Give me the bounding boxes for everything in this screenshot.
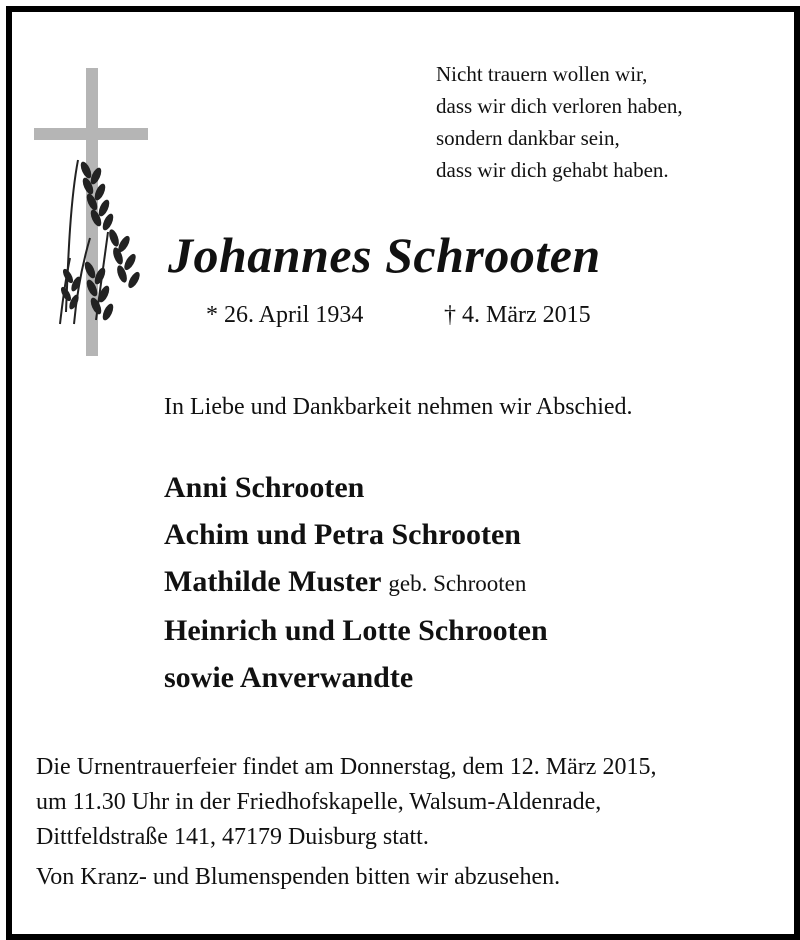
mourner-item: [164, 558, 548, 607]
mourner-name: Heinrich und Lotte Schrooten: [164, 614, 548, 647]
poem-line: sondern dankbar sein,: [436, 126, 620, 150]
mourner-item: [164, 511, 548, 558]
service-line: Die Urnentrauerfeier findet am Donnerstag, dem 12. März 2015,: [36, 754, 657, 780]
mourner-item: [164, 464, 548, 511]
farewell-text: In Liebe und Dankbarkeit nehmen wir Abschied.: [164, 394, 633, 420]
service-details: [36, 750, 656, 855]
mourner-item: [164, 654, 548, 701]
mourner-note: geb. Schrooten: [388, 571, 527, 596]
wheat-grains: [59, 160, 142, 322]
poem-line: dass wir dich verloren haben,: [436, 94, 683, 118]
poem: [436, 58, 683, 186]
deceased-name: Johannes Schrooten: [168, 227, 601, 283]
obituary-card: [6, 6, 800, 940]
mourner-name: Achim und Petra Schrooten: [164, 518, 521, 551]
poem-line: dass wir dich gehabt haben.: [436, 158, 669, 182]
mourner-name: sowie Anverwandte: [164, 661, 414, 694]
service-line: um 11.30 Uhr in der Friedhofskapelle, Walsum-Aldenrade,: [36, 789, 602, 815]
birth-date: * 26. April 1934: [206, 302, 364, 328]
poem-line: Nicht trauern wollen wir,: [436, 62, 648, 86]
mourner-name: Mathilde Muster: [164, 565, 381, 598]
death-date: † 4. März 2015: [444, 302, 591, 328]
mourner-item: [164, 607, 548, 654]
mourners-list: [164, 464, 548, 701]
cross-with-wheat-icon: [30, 62, 150, 362]
cross-horizontal-bar: [34, 128, 148, 140]
flowers-note: Von Kranz- und Blumenspenden bitten wir abzusehen.: [36, 864, 561, 890]
service-line: Dittfeldstraße 141, 47179 Duisburg statt.: [36, 824, 429, 850]
mourner-name: Anni Schrooten: [164, 471, 365, 504]
